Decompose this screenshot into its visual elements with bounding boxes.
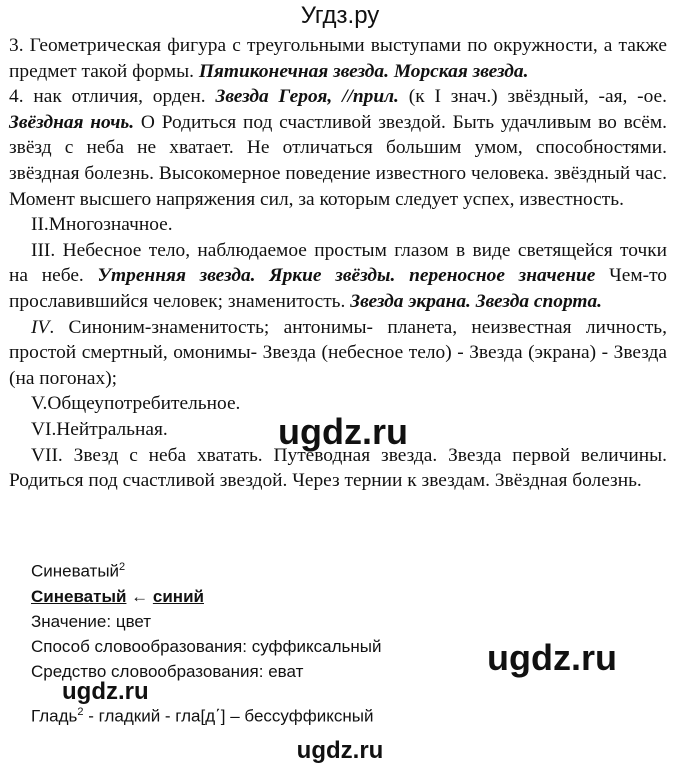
derived-word: Синеватый <box>31 586 127 606</box>
item-IV-number: IV <box>31 316 50 338</box>
item-IV-text: . Синоним-знаменитость; антонимы- планета, неизвестная личность, простой смертный, омонимы- Звезда (небесное тело) - Звезда (экрана) - Звезда (на погонах); <box>9 316 667 389</box>
item-II: II.Многозначное. <box>31 214 173 236</box>
watermark: ugdz.ru <box>62 678 149 705</box>
meaning-4 <box>9 84 667 212</box>
item-VII: VII. Звезд с неба хватать. Путеводная звезда. Звезда первой величины. Родиться под счастливой звездой. Через тернии к звездам. Звёздная болезнь. <box>9 444 667 492</box>
item-III <box>9 238 667 315</box>
means-line: Средство словообразования: еват <box>31 661 304 681</box>
meaning-line: Значение: цвет <box>31 611 152 631</box>
method-line: Способ словообразования: суффиксальный <box>31 636 382 656</box>
base-word: синий <box>152 586 204 606</box>
meaning-4-text: 4. нак отличия, орден. <box>9 86 216 108</box>
example-text: Звезда Героя, //прил. <box>215 86 399 108</box>
superscript: 2 <box>119 561 126 573</box>
superscript: 2 <box>77 706 84 718</box>
word-text: Синеватый <box>31 561 120 581</box>
meaning-3 <box>9 33 667 84</box>
item-IV <box>9 315 667 392</box>
watermark: ugdz.ru <box>278 411 408 452</box>
example-text: Утренняя звезда. Яркие звёзды. переносное значение <box>97 265 596 287</box>
example-text: Морская звезда. <box>388 60 529 82</box>
meaning-4-text: (к I знач.) звёздный, -ая, -ое. <box>398 86 668 108</box>
meaning-4-text: О Родиться под счастливой звездой. Быть удачливым во всём. звёзд с неба не хватает. Не отличаться большим умом, способностями. звёздная болезнь. Высокомерное поведение известного человека. звёздный час. Момент высшего напряжения сил, за которым следует успех, известность. <box>9 111 667 210</box>
derivation-line <box>31 584 651 609</box>
example-text: Пятиконечная звезда. <box>198 60 389 82</box>
analysis-word <box>31 555 651 584</box>
glad-line <box>31 706 373 727</box>
item-III-text: Чем-то прославившийся человек; знаменитость. <box>9 265 667 312</box>
meaning-3-text: 3. Геометрическая фигура с треугольными выступами по окружности, а также предмет такой формы. <box>9 35 667 82</box>
example-text: Звезда экрана. Звезда спорта. <box>350 290 603 312</box>
item-V: V.Общеупотребительное. <box>31 393 241 415</box>
item-VI: VI.Нейтральная. <box>31 418 168 440</box>
item-III-text: III. Небесное тело, наблюдаемое простым глазом в виде светящейся точки на небе. <box>9 239 667 287</box>
watermark: ugdz.ru <box>487 637 617 678</box>
glad-word: Гладь <box>31 706 78 726</box>
site-title: Угдз.ру <box>300 2 380 29</box>
footer-watermark: ugdz.ru <box>296 737 384 764</box>
glad-analysis: - гладкий - гла[д΄] – бессуффиксный <box>83 706 374 726</box>
example-text: Звёздная ночь. <box>9 111 135 133</box>
arrow: ← <box>126 586 153 606</box>
